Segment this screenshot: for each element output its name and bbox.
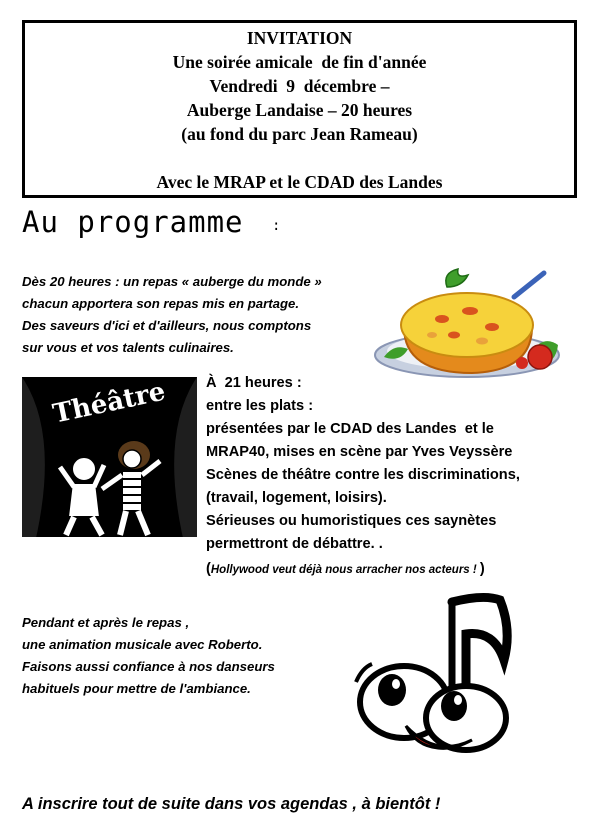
aside-open-paren: (	[206, 561, 211, 577]
theatre-illustration	[22, 377, 197, 555]
theatre-line-8: permettront de débattre. .	[206, 536, 383, 552]
closing-line: A inscrire tout de suite dans vos agendas , à bientôt !	[22, 795, 441, 813]
music-line-1: Pendant et après le repas ,	[22, 615, 190, 630]
theatre-line-5: Scènes de théâtre contre les discriminations,	[206, 467, 520, 483]
invitation-heading: INVITATION	[246, 28, 353, 48]
pie-illustration	[372, 265, 572, 385]
music-line-3: Faisons aussi confiance à nos danseurs	[22, 659, 275, 674]
invitation-subtitle: Une soirée amicale de fin d'année	[172, 52, 427, 72]
theatre-line-3: présentées par le CDAD des Landes et le	[206, 421, 494, 437]
dinner-line-2: chacun apportera son repas mis en partage.	[22, 296, 300, 311]
dinner-line-4: sur vous et vos talents culinaires.	[22, 340, 234, 355]
invitation-organizers: Avec le MRAP et le CDAD des Landes	[156, 172, 443, 192]
invitation-venue: Auberge Landaise – 20 heures	[186, 100, 413, 120]
theatre-line-1: À 21 heures :	[206, 375, 302, 391]
theatre-line-7: Sérieuses ou humoristiques ces saynètes	[206, 513, 497, 529]
theatre-aside	[206, 558, 485, 582]
dinner-line-3: Des saveurs d'ici et d'ailleurs, nous comptons	[22, 318, 312, 333]
theatre-label: Théâtre	[50, 377, 168, 430]
invitation-location: (au fond du parc Jean Rameau)	[181, 124, 418, 144]
program-title-colon: :	[272, 218, 281, 234]
aside-text: Hollywood veut déjà nous arracher nos acteurs !	[210, 564, 480, 576]
invitation-date: Vendredi 9 décembre –	[209, 76, 390, 96]
music-line-2: une animation musicale avec Roberto.	[22, 637, 263, 652]
program-title: Au programme	[22, 205, 244, 239]
dinner-line-1: Dès 20 heures : un repas « auberge du monde »	[22, 274, 322, 289]
theatre-line-4: MRAP40, mises en scène par Yves Veyssère	[206, 444, 513, 460]
theatre-line-6: (travail, logement, loisirs).	[206, 490, 387, 506]
music-line-4: habituels pour mettre de l'ambiance.	[22, 681, 251, 696]
music-note-illustration	[354, 590, 524, 770]
invitation-box	[22, 20, 577, 198]
theatre-line-2: entre les plats :	[206, 398, 314, 414]
aside-close-paren: )	[479, 561, 485, 577]
